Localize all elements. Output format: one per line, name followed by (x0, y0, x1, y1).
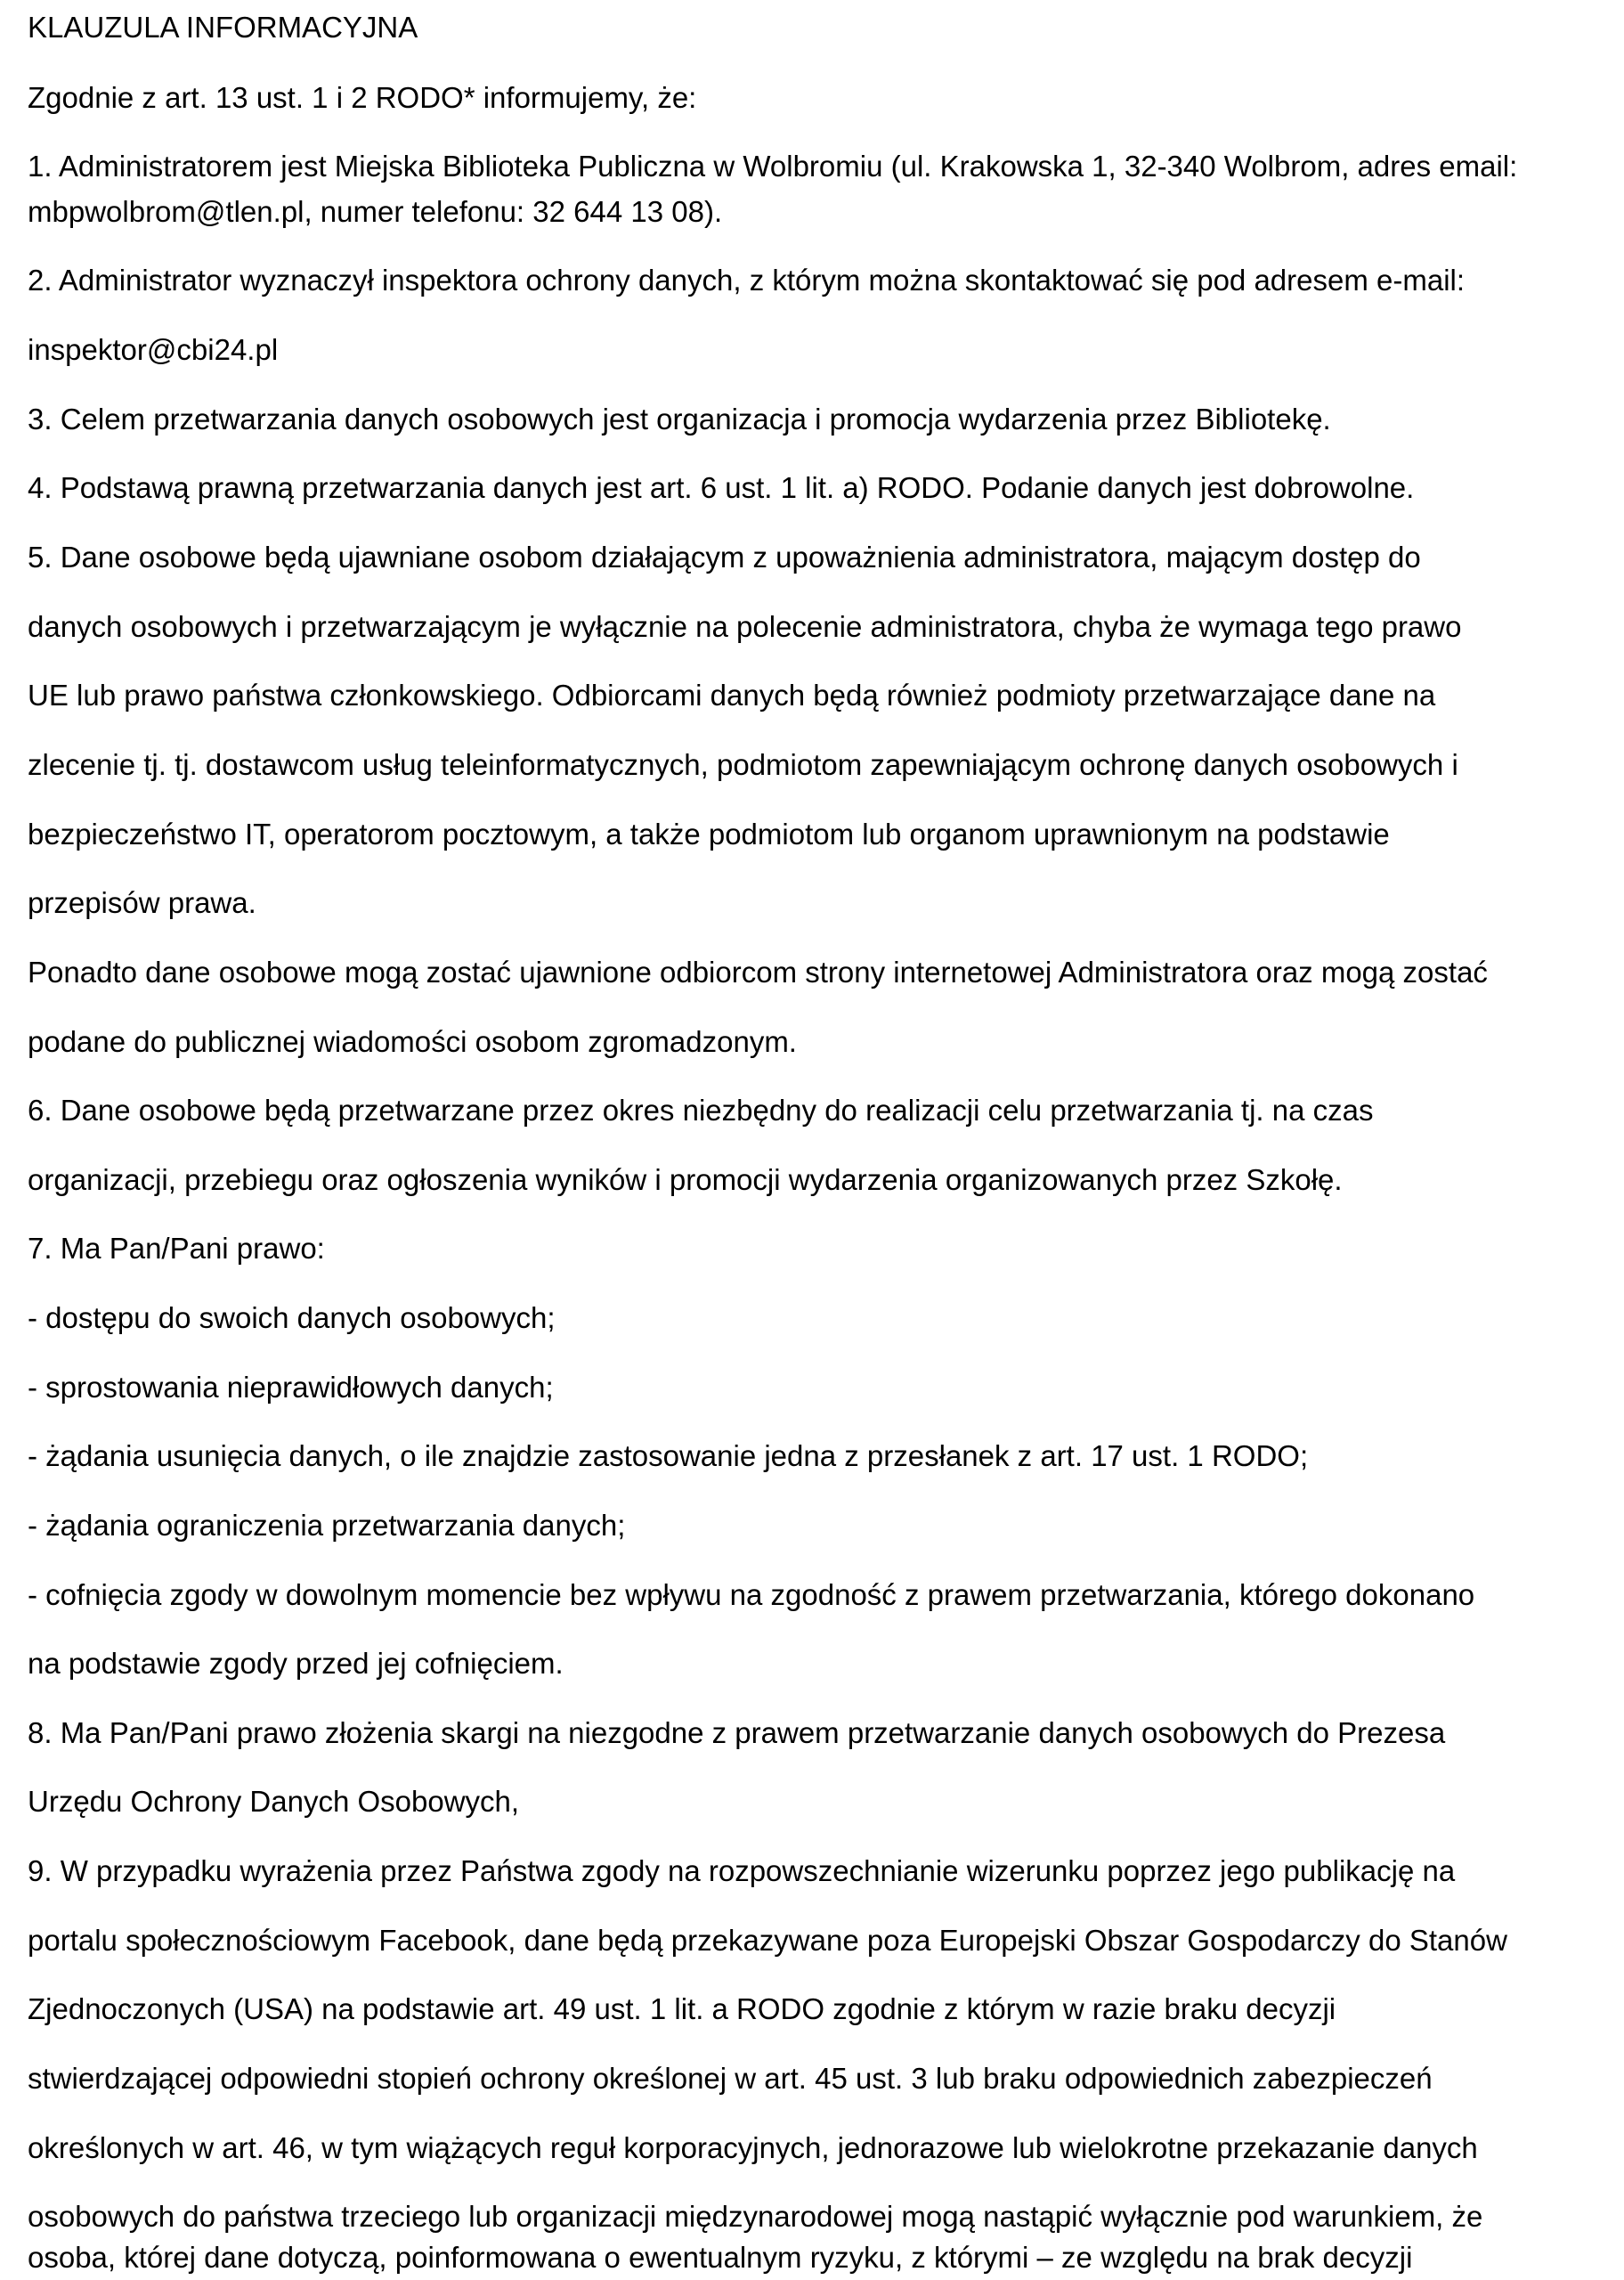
text-line: stwierdzającej odpowiedni stopień ochrony określonej w art. 45 ust. 3 lub braku odpowiednich zabezpieczeń (28, 2062, 1433, 2095)
text-line: podane do publicznej wiadomości osobom zgromadzonym. (28, 1025, 797, 1058)
text-line: - dostępu do swoich danych osobowych; (28, 1301, 556, 1334)
text-line: Zjednoczonych (USA) na podstawie art. 49 ust. 1 lit. a RODO zgodnie z którym w razie braku decyzji (28, 1992, 1336, 2025)
text-line: Ponadto dane osobowe mogą zostać ujawnione odbiorcom strony internetowej Administratora oraz mogą zostać (28, 956, 1488, 989)
document-title: KLAUZULA INFORMACYJNA (28, 11, 418, 44)
text-line: zlecenie tj. tj. dostawcom usług teleinformatycznych, podmiotom zapewniającym ochronę danych osobowych i (28, 748, 1458, 781)
text-line: osoba, której dane dotyczą, poinformowana o ewentualnym ryzyku, z którymi – ze względu na brak decyzji (28, 2241, 1413, 2274)
text-line: określonych w art. 46, w tym wiążących reguł korporacyjnych, jednorazowe lub wielokrotne przekazanie danych (28, 2131, 1478, 2164)
text-line: Urzędu Ochrony Danych Osobowych, (28, 1785, 520, 1818)
text-line: 9. W przypadku wyrażenia przez Państwa zgody na rozpowszechnianie wizerunku poprzez jego publikację na (28, 1854, 1456, 1887)
text-line: danych osobowych i przetwarzającym je wyłącznie na polecenie administratora, chyba że wymaga tego prawo (28, 610, 1462, 643)
text-line: 1. Administratorem jest Miejska Biblioteka Publiczna w Wolbromiu (ul. Krakowska 1, 32-340 Wolbrom, adres email: (28, 150, 1518, 183)
text-line: 7. Ma Pan/Pani prawo: (28, 1232, 325, 1265)
text-line: - żądania usunięcia danych, o ile znajdzie zastosowanie jedna z przesłanek z art. 17 ust. 1 RODO; (28, 1439, 1309, 1472)
text-line: portalu społecznościowym Facebook, dane będą przekazywane poza Europejski Obszar Gospodarczy do Stanów (28, 1924, 1507, 1957)
text-line: 6. Dane osobowe będą przetwarzane przez okres niezbędny do realizacji celu przetwarzania tj. na czas (28, 1094, 1374, 1127)
text-line: 2. Administrator wyznaczył inspektora ochrony danych, z którym można skontaktować się pod adresem e-mail: (28, 264, 1466, 297)
text-line: przepisów prawa. (28, 886, 256, 919)
text-line: UE lub prawo państwa członkowskiego. Odbiorcami danych będą również podmioty przetwarzające dane na (28, 679, 1436, 712)
text-line: - żądania ograniczenia przetwarzania danych; (28, 1509, 626, 1542)
text-line: 4. Podstawą prawną przetwarzania danych jest art. 6 ust. 1 lit. a) RODO. Podanie danych jest dobrowolne. (28, 471, 1415, 504)
text-line: bezpieczeństwo IT, operatorom pocztowym, a także podmiotom lub organom uprawnionym na podstawie (28, 818, 1390, 851)
text-line: - sprostowania nieprawidłowych danych; (28, 1371, 554, 1404)
text-line: mbpwolbrom@tlen.pl, numer telefonu: 32 644 13 08). (28, 195, 723, 228)
intro-line: Zgodnie z art. 13 ust. 1 i 2 RODO* informujemy, że: (28, 81, 697, 114)
text-line: organizacji, przebiegu oraz ogłoszenia wyników i promocji wydarzenia organizowanych przez Szkołę. (28, 1163, 1343, 1196)
text-line: 3. Celem przetwarzania danych osobowych jest organizacja i promocja wydarzenia przez Bibliotekę. (28, 403, 1331, 436)
text-line: inspektor@cbi24.pl (28, 333, 279, 366)
text-line: 5. Dane osobowe będą ujawniane osobom działającym z upoważnienia administratora, mającym dostęp do (28, 541, 1421, 574)
text-line: osobowych do państwa trzeciego lub organizacji międzynarodowej mogą nastąpić wyłącznie pod warunkiem, że (28, 2200, 1483, 2233)
text-line: 8. Ma Pan/Pani prawo złożenia skargi na niezgodne z prawem przetwarzanie danych osobowych do Prezesa (28, 1716, 1446, 1749)
text-line: - cofnięcia zgody w dowolnym momencie bez wpływu na zgodność z prawem przetwarzania, którego dokonano (28, 1578, 1475, 1611)
text-line: na podstawie zgody przed jej cofnięciem. (28, 1647, 564, 1680)
